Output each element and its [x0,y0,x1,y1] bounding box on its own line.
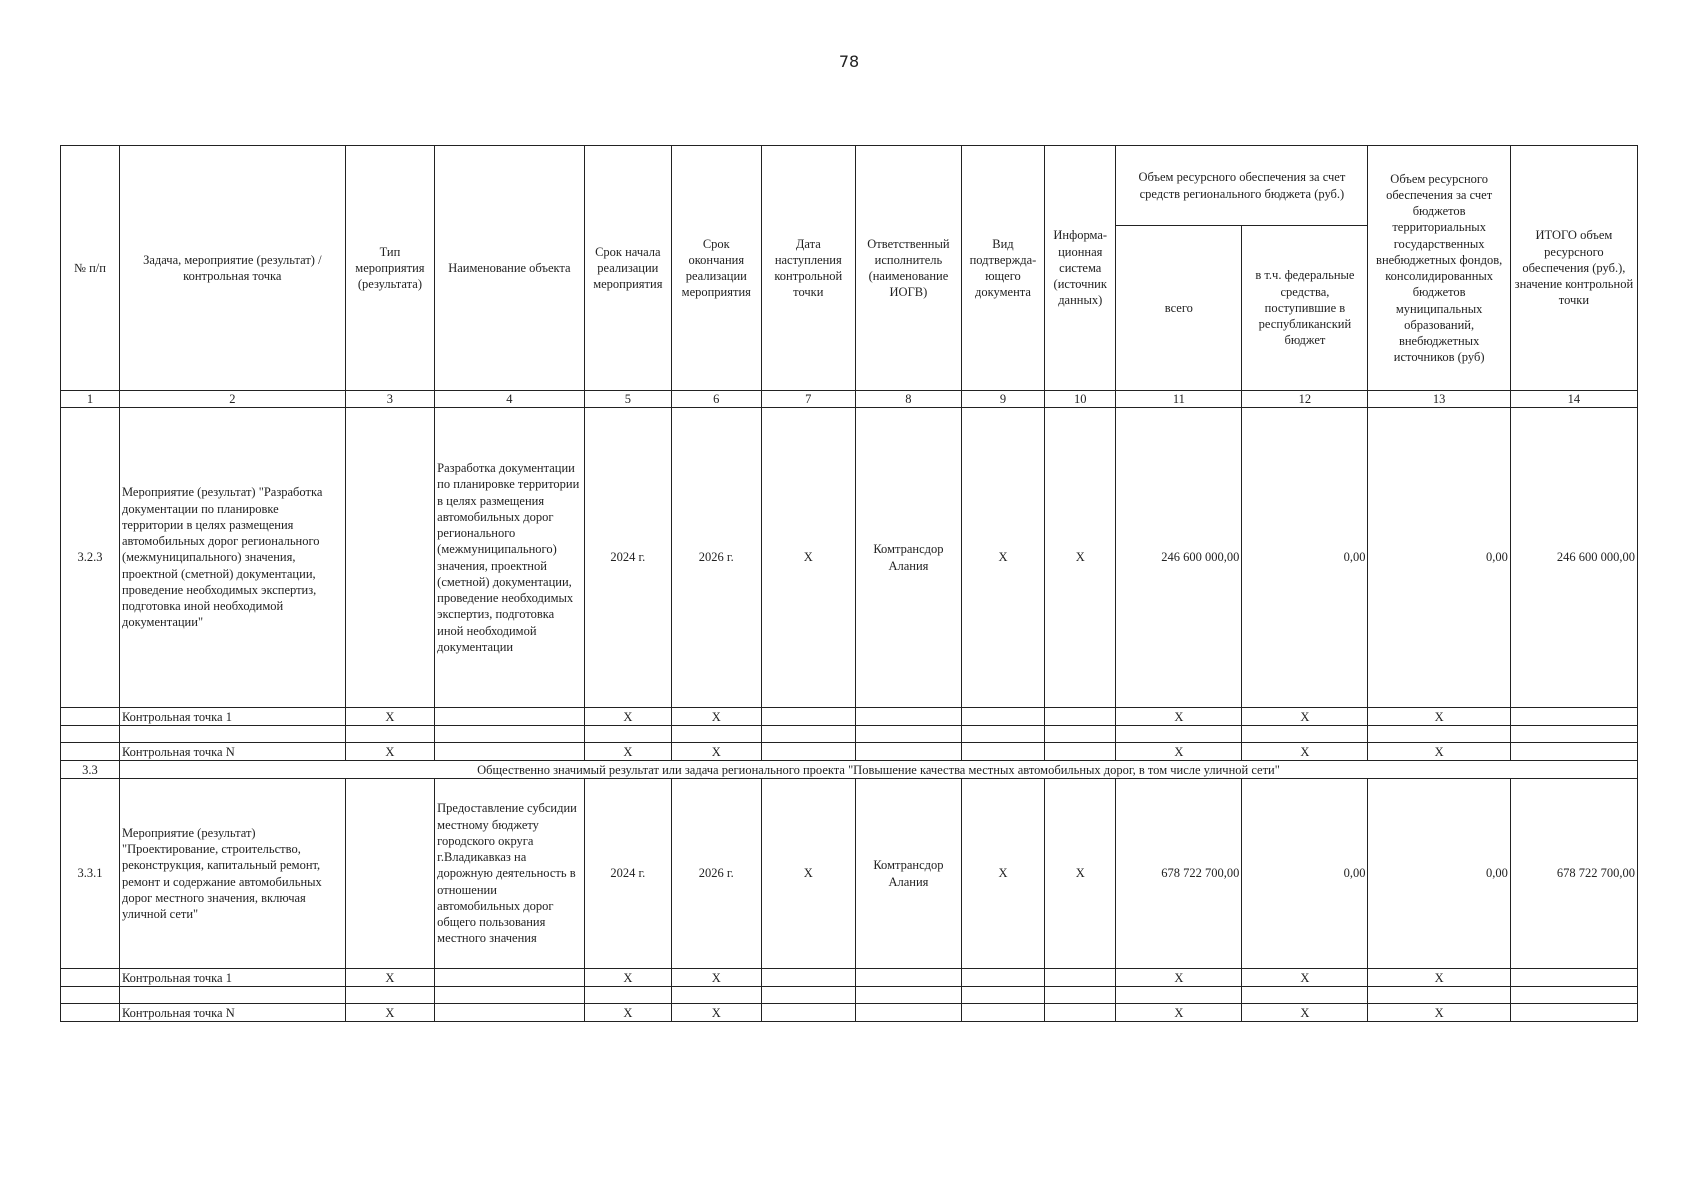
row-number: 3.3.1 [61,779,120,969]
header-date: Дата наступления контрольной точки [761,146,856,391]
end-cell: 2026 г. [672,779,761,969]
control-point-row [61,708,1638,726]
section-title: Общественно значимый результат или задача регионального проекта "Повышение качества местных автомобильных дорог, в том числе уличной сети" [119,761,1637,779]
type-cell: X [345,708,434,726]
column-number: 14 [1510,391,1637,408]
object-cell: Предоставление субсидии местному бюджету городского округа г.Владикавказ на дорожную деятельность в отношении автомобильных дорог общего пользования местного значения [435,779,584,969]
empty-row [61,987,1638,1004]
federal-cell: 0,00 [1242,408,1368,708]
federal-cell: 0,00 [1242,779,1368,969]
type-cell: X [345,969,434,987]
end-cell: X [672,1004,761,1022]
header-regional-budget: Объем ресурсного обеспечения за счет средств регионального бюджета (руб.) [1116,146,1368,226]
control-point-row [61,743,1638,761]
column-number: 9 [961,391,1044,408]
header-system: Информа-ционная система (источник данных) [1045,146,1116,391]
federal-cell: X [1242,743,1368,761]
control-point-row [61,969,1638,987]
total-cell: X [1116,743,1242,761]
header-object: Наименование объекта [435,146,584,391]
other-cell: X [1368,1004,1510,1022]
executor-cell: Комтрансдор Алания [856,779,962,969]
itogo-cell: 246 600 000,00 [1510,408,1637,708]
control-point-label: Контрольная точка 1 [119,969,345,987]
header-start: Срок начала реализации мероприятия [584,146,671,391]
start-cell: X [584,708,671,726]
system-cell: X [1045,779,1116,969]
type-cell: X [345,743,434,761]
doc-cell: X [961,779,1044,969]
header-federal: в т.ч. федеральные средства, поступившие в республиканский бюджет [1242,226,1368,391]
task-cell: Мероприятие (результат) "Разработка документации по планировке территории в целях размещения автомобильных дорог регионального (межмуниципального) значения, проектной (сметной) документации, проведение необходимых экспертиз, подготовка иной необходимой документации" [119,408,345,708]
end-cell: 2026 г. [672,408,761,708]
end-cell: X [672,708,761,726]
other-cell: X [1368,708,1510,726]
column-number: 3 [345,391,434,408]
control-point-row [61,1004,1638,1022]
header-end: Срок окончания реализации мероприятия [672,146,761,391]
column-number: 13 [1368,391,1510,408]
total-cell: X [1116,1004,1242,1022]
page-number: 78 [838,52,860,71]
start-cell: X [584,1004,671,1022]
header-itogo: ИТОГО объем ресурсного обеспечения (руб.), значение контрольной точки [1510,146,1637,391]
column-number: 1 [61,391,120,408]
header-row-1 [61,146,1638,226]
empty-row [61,726,1638,743]
section-row-3-3 [61,761,1638,779]
header-num: № п/п [61,146,120,391]
federal-cell: X [1242,708,1368,726]
date-cell: X [761,779,856,969]
type-cell [345,408,434,708]
federal-cell: X [1242,969,1368,987]
type-cell: X [345,1004,434,1022]
start-cell: X [584,743,671,761]
total-cell: X [1116,708,1242,726]
control-point-label: Контрольная точка 1 [119,708,345,726]
total-cell: 246 600 000,00 [1116,408,1242,708]
start-cell: 2024 г. [584,779,671,969]
column-numbers-row [61,391,1638,408]
total-cell: 678 722 700,00 [1116,779,1242,969]
header-executor: Ответственный исполнитель (наименование ИОГВ) [856,146,962,391]
federal-cell: X [1242,1004,1368,1022]
start-cell: 2024 г. [584,408,671,708]
end-cell: X [672,969,761,987]
system-cell: X [1045,408,1116,708]
column-number: 8 [856,391,962,408]
column-number: 10 [1045,391,1116,408]
column-number: 4 [435,391,584,408]
type-cell [345,779,434,969]
total-cell: X [1116,969,1242,987]
other-cell: 0,00 [1368,408,1510,708]
column-number: 11 [1116,391,1242,408]
task-cell: Мероприятие (результат) "Проектирование, строительство, реконструкция, капитальный ремонт, ремонт и содержание автомобильных дорог местного значения, включая уличной сети" [119,779,345,969]
column-number: 6 [672,391,761,408]
column-number: 7 [761,391,856,408]
header-task: Задача, мероприятие (результат) / контрольная точка [119,146,345,391]
other-cell: 0,00 [1368,779,1510,969]
other-cell: X [1368,743,1510,761]
header-other-sources: Объем ресурсного обеспечения за счет бюджетов территориальных государственных внебюджетных фондов, консолидированных бюджетов муниципальных образований, внебюджетных источников (руб) [1368,146,1510,391]
doc-cell: X [961,408,1044,708]
header-doc: Вид подтвержда-ющего документа [961,146,1044,391]
itogo-cell: 678 722 700,00 [1510,779,1637,969]
header-type: Тип мероприятия (результата) [345,146,434,391]
end-cell: X [672,743,761,761]
column-number: 12 [1242,391,1368,408]
row-number: 3.3 [61,761,120,779]
header-total: всего [1116,226,1242,391]
column-number: 5 [584,391,671,408]
table-row-3-2-3 [61,408,1638,708]
object-cell: Разработка документации по планировке территории в целях размещения автомобильных дорог регионального (межмуниципального) значения, проектной (сметной) документации, проведение необходимых экспертиз, подготовка иной необходимой документации [435,408,584,708]
other-cell: X [1368,969,1510,987]
row-number: 3.2.3 [61,408,120,708]
table-row-3-3-1 [61,779,1638,969]
control-point-label: Контрольная точка N [119,743,345,761]
column-number: 2 [119,391,345,408]
executor-cell: Комтрансдор Алания [856,408,962,708]
control-point-label: Контрольная точка N [119,1004,345,1022]
resource-table [60,145,1638,1022]
date-cell: X [761,408,856,708]
start-cell: X [584,969,671,987]
